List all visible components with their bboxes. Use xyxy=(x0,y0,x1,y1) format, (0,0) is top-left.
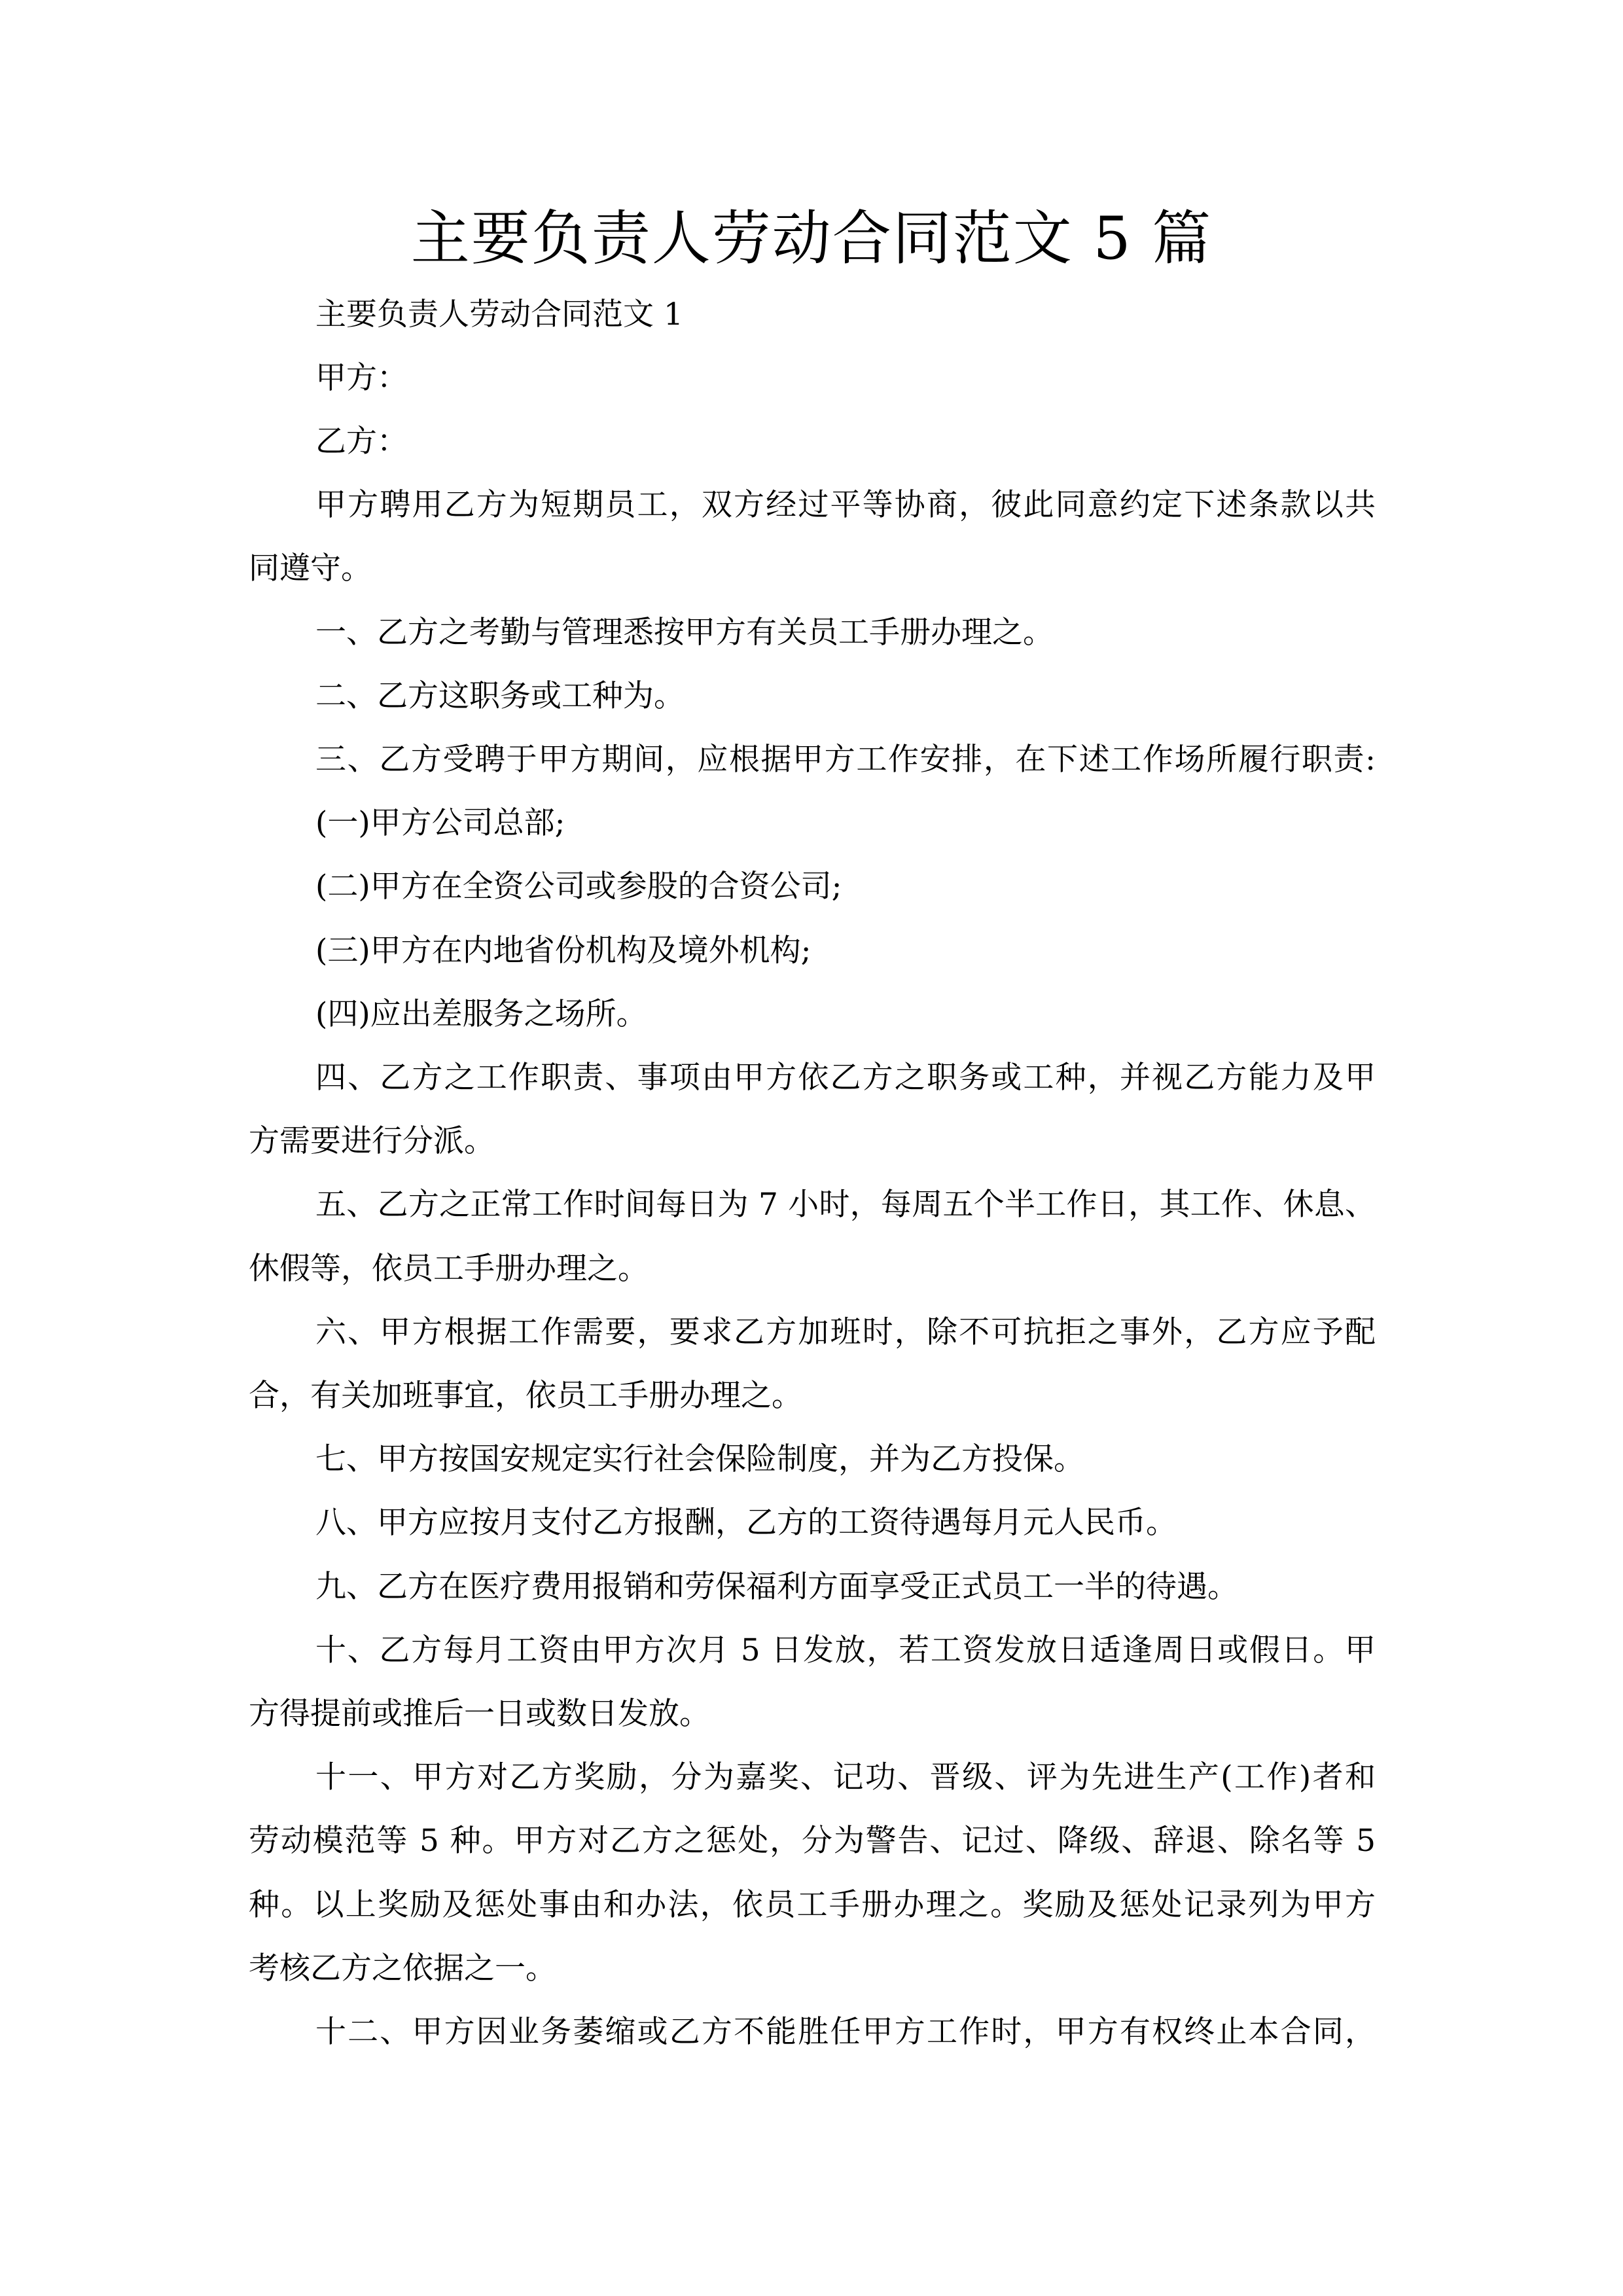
paragraph-line: (二)甲方在全资公司或参股的合资公司; xyxy=(315,869,842,905)
paragraph-line: 一、乙方之考勤与管理悉按甲方有关员工手册办理之。 xyxy=(315,614,1054,651)
paragraph-line: 甲方聘用乙方为短期员工，双方经过平等协商，彼此同意约定下述条款以共 xyxy=(315,487,1376,524)
paragraph-line: 方需要进行分派。 xyxy=(249,1123,495,1160)
paragraph-line: 十二、甲方因业务萎缩或乙方不能胜任甲方工作时，甲方有权终止本合同， xyxy=(315,2013,1376,2050)
paragraph-line: 同遵守。 xyxy=(249,550,372,587)
paragraph-line: 五、乙方之正常工作时间每日为 7 小时，每周五个半工作日，其工作、休息、 xyxy=(315,1187,1376,1223)
paragraph-line: 四、乙方之工作职责、事项由甲方依乙方之职务或工种，并视乙方能力及甲 xyxy=(315,1059,1376,1096)
paragraph-line: 三、乙方受聘于甲方期间，应根据甲方工作安排，在下述工作场所履行职责: xyxy=(315,741,1376,778)
paragraph-line: 劳动模范等 5 种。甲方对乙方之惩处，分为警告、记过、降级、辞退、除名等 5 xyxy=(249,1823,1376,1859)
paragraph-line: 九、乙方在医疗费用报销和劳保福利方面享受正式员工一半的待遇。 xyxy=(315,1568,1238,1605)
paragraph-line: 甲方： xyxy=(315,359,408,396)
paragraph-line: (三)甲方在内地省份机构及境外机构; xyxy=(315,932,812,969)
paragraph-line: 六、甲方根据工作需要，要求乙方加班时，除不可抗拒之事外，乙方应予配 xyxy=(315,1314,1376,1350)
paragraph-line: 八、甲方应按月支付乙方报酬，乙方的工资待遇每月元人民币。 xyxy=(315,1505,1177,1541)
paragraph-line: 方得提前或推后一日或数日发放。 xyxy=(249,1695,710,1732)
paragraph-line: 种。以上奖励及惩处事由和办法，依员工手册办理之。奖励及惩处记录列为甲方 xyxy=(249,1886,1376,1923)
paragraph-line: 十一、甲方对乙方奖励，分为嘉奖、记功、晋级、评为先进生产(工作)者和 xyxy=(315,1759,1376,1796)
paragraph-line: 合，有关加班事宜，依员工手册办理之。 xyxy=(249,1377,802,1414)
paragraph-line: 考核乙方之依据之一。 xyxy=(249,1950,556,1986)
paragraph-line: (一)甲方公司总部; xyxy=(315,805,565,842)
paragraph-line: 休假等，依员工手册办理之。 xyxy=(249,1250,649,1287)
paragraph-line: 主要负责人劳动合同范文 1 xyxy=(315,296,683,332)
paragraph-line: 七、甲方按国安规定实行社会保险制度，并为乙方投保。 xyxy=(315,1441,1084,1478)
document-title: 主要负责人劳动合同范文 5 篇 xyxy=(410,204,1213,273)
paragraph-line: (四)应出差服务之场所。 xyxy=(315,996,647,1032)
paragraph-line: 十、乙方每月工资由甲方次月 5 日发放，若工资发放日适逢周日或假日。甲 xyxy=(315,1632,1376,1668)
paragraph-line: 二、乙方这职务或工种为。 xyxy=(315,677,685,714)
paragraph-line: 乙方： xyxy=(315,423,408,459)
